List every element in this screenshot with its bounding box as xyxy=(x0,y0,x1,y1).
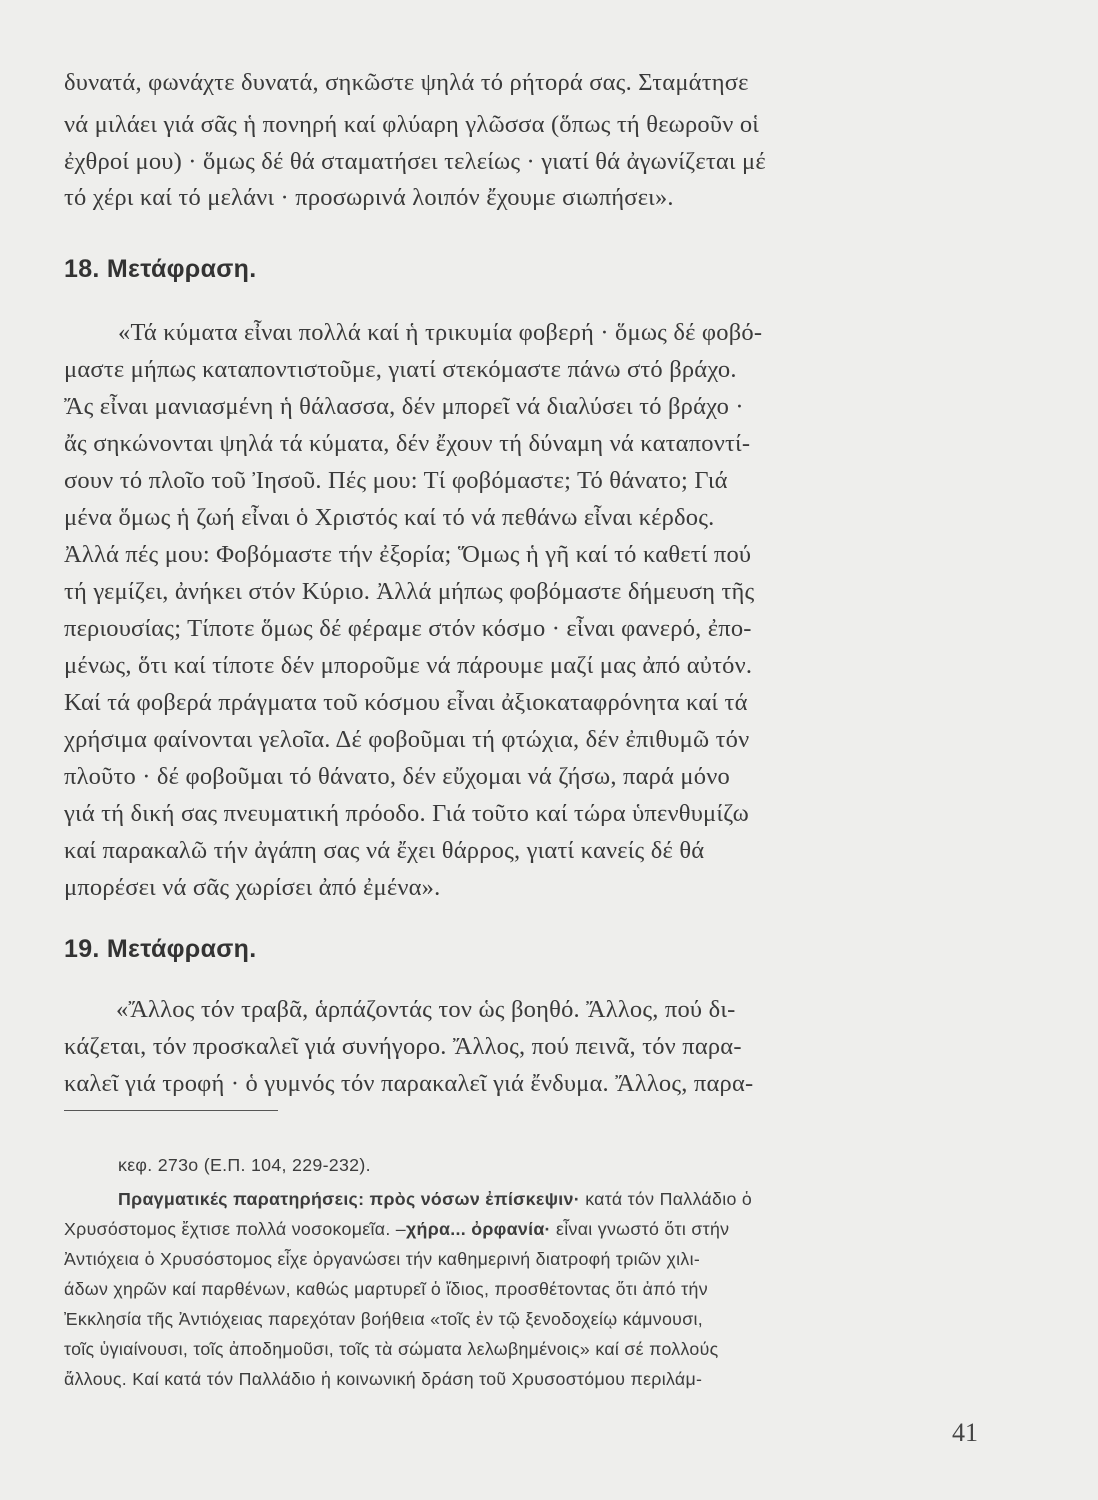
footnote-text: εἶναι γνωστό ὅτι στήν xyxy=(550,1219,730,1239)
section-18-line: μπορέσει νά σᾶς χωρίσει ἀπό ἐμένα». xyxy=(64,874,441,901)
section-18-line: περιουσίας; Τίποτε ὅμως δέ φέραμε στόν κόσμο · εἶναι φανερό, ἐπο- xyxy=(64,615,752,642)
section-18-line: σουν τό πλοῖο τοῦ Ἰησοῦ. Πές μου: Τί φοβόμαστε; Τό θάνατο; Γιά xyxy=(64,467,728,494)
intro-line-1: δυνατά, φωνάχτε δυνατά, σηκῶστε ψηλά τό ρήτορά σας. Σταμάτησε xyxy=(64,69,749,96)
section-18-line: Ἀλλά πές μου: Φοβόμαστε τήν ἐξορία; Ὅμως ἡ γῆ καί τό καθετί πού xyxy=(64,541,752,568)
footnote-line-2 xyxy=(64,1218,729,1240)
footnote-divider xyxy=(64,1110,278,1111)
footnote-line-5: Ἐκκλησία τῆς Ἀντιόχειας παρεχόταν βοήθεια «τοῖς ἐν τῷ ξενοδοχείῳ κάμνουσι, xyxy=(64,1309,703,1329)
section-18-line: γιά τή δική σας πνευματική πρόοδο. Γιά τοῦτο καί τώρα ὑπενθυμίζω xyxy=(64,800,749,827)
section-18-line: Καί τά φοβερά πράγματα τοῦ κόσμου εἶναι ἀξιοκαταφρόνητα καί τά xyxy=(64,689,748,716)
footnote-reference: κεφ. 273ο (Ε.Π. 104, 229-232). xyxy=(118,1155,371,1175)
section-18-line: «Τά κύματα εἶναι πολλά καί ἡ τρικυμία φοβερή · ὅμως δέ φοβό- xyxy=(118,319,763,346)
section-18-line: πλοῦτο · δέ φοβοῦμαι τό θάνατο, δέν εὔχομαι νά ζήσω, παρά μόνο xyxy=(64,763,730,790)
section-18-line: Ἄς εἶναι μανιασμένη ἡ θάλασσα, δέν μπορεῖ νά διαλύσει τό βράχο · xyxy=(64,393,744,420)
footnote-line-6: τοῖς ὑγιαίνουσι, τοῖς ἀποδημοῦσι, τοῖς τὰ σώματα λελωβημένοις» καί σέ πολλούς xyxy=(64,1339,719,1359)
intro-line-4: τό χέρι καί τό μελάνι · προσωρινά λοιπόν ἔχουμε σιωπήσει». xyxy=(64,184,674,211)
page-number: 41 xyxy=(952,1418,978,1447)
footnote-label-remarks: Πραγματικές παρατηρήσεις: πρὸς νόσων ἐπίσκεψιν· xyxy=(118,1189,580,1209)
section-18-line: καί παρακαλῶ τήν ἀγάπη σας νά ἔχει θάρρος, γιατί κανείς δέ θά xyxy=(64,837,705,864)
intro-line-2: νά μιλάει γιά σᾶς ἡ πονηρή καί φλύαρη γλῶσσα (ὅπως τή θεωροῦν οἱ xyxy=(64,111,760,138)
footnote-line-7: ἄλλους. Καί κατά τόν Παλλάδιο ἡ κοινωνική δράση τοῦ Χρυσοστόμου περιλάμ- xyxy=(64,1369,703,1389)
section-18-line: τή γεμίζει, ἀνήκει στόν Κύριο. Ἀλλά μήπως φοβόμαστε δήμευση τῆς xyxy=(64,578,755,605)
section-19-line: «Ἄλλος τόν τραβᾶ, ἁρπάζοντάς τον ὡς βοηθό. Ἄλλος, πού δι- xyxy=(116,996,736,1023)
footnote-line-3: Ἀντιόχεια ὁ Χρυσόστομος εἶχε ὀργανώσει τήν καθημερινή διατροφή τριῶν χιλι- xyxy=(64,1249,701,1269)
section-18-line: χρήσιμα φαίνονται γελοῖα. Δέ φοβοῦμαι τή φτώχια, δέν ἐπιθυμῶ τόν xyxy=(64,726,750,753)
footnote-line-1 xyxy=(118,1188,752,1210)
section-18-line: μένως, ὅτι καί τίποτε δέν μποροῦμε νά πάρουμε μαζί μας ἀπό αὐτόν. xyxy=(64,652,753,679)
section-19-line: κάζεται, τόν προσκαλεῖ γιά συνήγορο. Ἄλλος, πού πεινᾶ, τόν παρα- xyxy=(64,1033,742,1060)
section-18-line: μένα ὅμως ἡ ζωή εἶναι ὁ Χριστός καί τό νά πεθάνω εἶναι κέρδος. xyxy=(64,504,715,531)
footnote-line-4: άδων χηρῶν καί παρθένων, καθώς μαρτυρεῖ ὁ ἴδιος, προσθέτοντας ὅτι ἀπό τήν xyxy=(64,1279,708,1299)
footnote-text: Χρυσόστομος ἔχτισε πολλά νοσοκομεῖα. – xyxy=(64,1219,406,1239)
footnote-text: κατά τόν Παλλάδιο ὁ xyxy=(579,1189,753,1209)
intro-line-3: ἐχθροί μου) · ὅμως δέ θά σταματήσει τελείως · γιατί θά ἀγωνίζεται μέ xyxy=(64,148,766,175)
footnote-label-widows: χήρα... ὀρφανία· xyxy=(406,1219,551,1239)
section-19-heading: 19. Μετάφραση. xyxy=(64,935,257,963)
section-18-line: μαστε μήπως καταποντιστοῦμε, γιατί στεκόμαστε πάνω στό βράχο. xyxy=(64,356,737,383)
section-18-heading: 18. Μετάφραση. xyxy=(64,255,257,283)
section-18-line: ἄς σηκώνονται ψηλά τά κύματα, δέν ἔχουν τή δύναμη νά καταποντί- xyxy=(64,430,751,457)
section-19-line: καλεῖ γιά τροφή · ὁ γυμνός τόν παρακαλεῖ γιά ἔνδυμα. Ἄλλος, παρα- xyxy=(64,1070,754,1097)
